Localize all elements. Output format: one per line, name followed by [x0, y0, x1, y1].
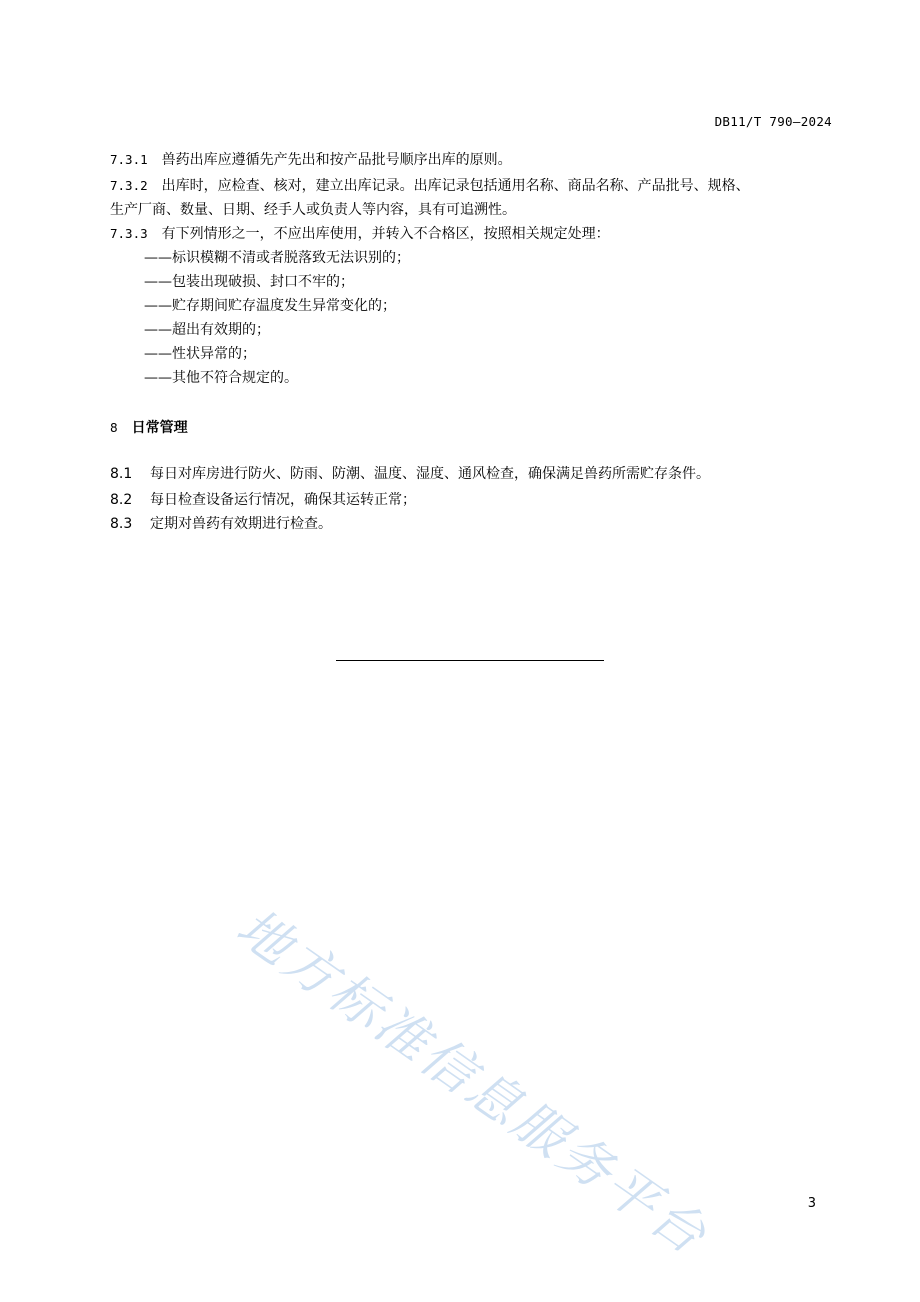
clause-7-3-1 [110, 148, 512, 172]
clause-8-1 [110, 462, 710, 486]
list-item: ——包装出现破损、封口不牢的； [144, 274, 354, 290]
clause-number: 7.3.3 [110, 226, 148, 241]
document-code: DB11/T 790—2024 [714, 114, 832, 129]
clause-7-3-2 [110, 174, 750, 198]
list-item: ——超出有效期的； [144, 322, 270, 338]
section-number: 8 [110, 421, 118, 435]
clause-8-2 [110, 488, 416, 512]
list-item: ——标识模糊不清或者脱落致无法识别的； [144, 250, 410, 266]
page-number: 3 [807, 1196, 816, 1211]
watermark: 地方标准信息服务平台 [225, 897, 719, 1268]
clause-text: 每日对库房进行防火、防雨、防潮、温度、湿度、通风检查，确保满足兽药所需贮存条件。 [150, 466, 710, 482]
clause-text: 定期对兽药有效期进行检查。 [150, 516, 332, 532]
clause-text: 每日检查设备运行情况，确保其运转正常； [150, 492, 416, 508]
clause-text: 有下列情形之一，不应出库使用，并转入不合格区，按照相关规定处理： [161, 226, 610, 242]
clause-number: 8.1 [110, 466, 133, 482]
clause-7-3-3 [110, 222, 610, 246]
section-title: 日常管理 [131, 420, 188, 436]
clause-number: 7.3.2 [110, 178, 148, 193]
clause-text: 出库时，应检查、核对，建立出库记录。出库记录包括通用名称、商品名称、产品批号、规格、 [161, 178, 750, 194]
list-item: ——贮存期间贮存温度发生异常变化的； [144, 298, 396, 314]
clause-number: 8.2 [110, 492, 133, 508]
clause-number: 8.3 [110, 516, 133, 532]
clause-number: 7.3.1 [110, 152, 148, 167]
section-heading-8 [110, 416, 188, 440]
end-rule [336, 660, 604, 661]
list-item: ——性状异常的； [144, 346, 256, 362]
clause-text: 兽药出库应遵循先产先出和按产品批号顺序出库的原则。 [161, 152, 512, 168]
clause-7-3-2-continuation: 生产厂商、数量、日期、经手人或负责人等内容，具有可追溯性。 [110, 202, 516, 218]
clause-8-3 [110, 512, 332, 536]
list-item: ——其他不符合规定的。 [144, 370, 298, 386]
